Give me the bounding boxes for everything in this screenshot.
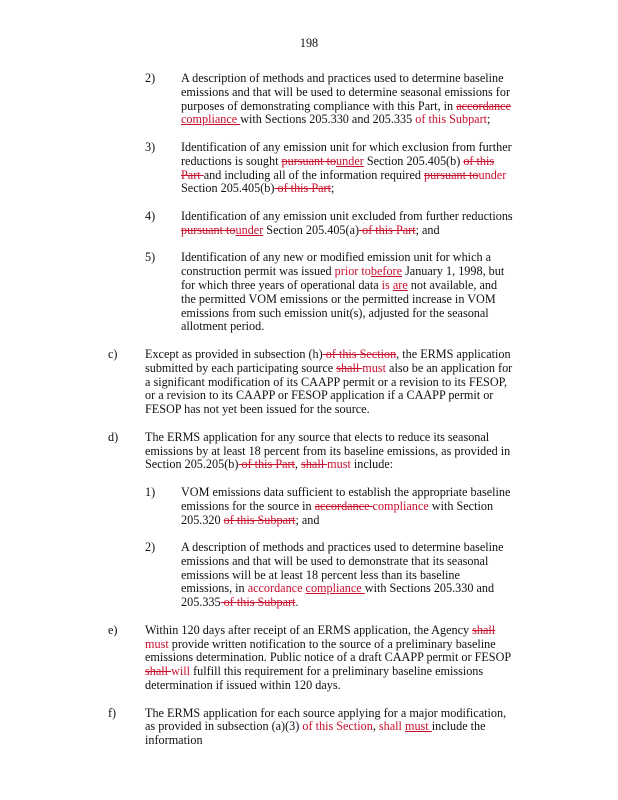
text-run: Except as provided in subsection (h) [145,346,323,361]
text-run: A description of methods and practices used to determine baseline emissions and that will be used to determine seasonal emissions for purposes of demonstrating compliance with this Part, in [181,71,511,113]
paragraph-label: e) [108,622,118,637]
text-run: A description of methods and practices used to determine baseline emissions and that will be used to demonstrate that its seasonal emissions will be at least 18 percent less than its baseline emissions, in [181,540,504,596]
inserted-text: must [145,636,169,651]
text-run: Section 205.405(a) [263,222,360,237]
paragraph-label: c) [108,346,118,361]
paragraph-label: 3) [145,139,156,154]
paragraph-text [145,431,513,472]
document-body [0,72,618,762]
page-number: 198 [299,36,319,50]
paragraph-e [0,624,618,693]
deleted-text: of this Subpart [223,512,296,527]
text-run: Section 205.405(b) [363,153,464,168]
text-run: ; and [295,512,320,527]
text-run: Identification of any emission unit for which exclusion from further reductions is sought [181,139,512,168]
text-run: include the information [145,719,486,748]
text-run: , [372,719,379,734]
paragraph-text [181,210,513,238]
paragraph-label: 5) [145,250,156,265]
text-run: provide written notification to the source of a preliminary baseline emissions determination. Public notice of a draft CAAPP permit or FESOP [145,636,511,665]
deleted-text: accordance [314,498,373,513]
text-run: ; [487,112,491,127]
paragraph-text [145,707,513,748]
paragraph-text [181,251,513,334]
text-run: ; [330,181,335,196]
text-run: with Sections 205.330 and 205.335 [240,112,416,127]
text-run: VOM emissions data sufficient to establish the appropriate baseline emissions for the source in [181,484,511,513]
paragraph-label: d) [108,429,119,444]
inserted-text: will [171,664,191,679]
deleted-text: pursuant to [181,222,236,237]
deleted-text: of this Section [322,346,397,361]
paragraph-d [0,431,618,472]
text-run: , the ERMS application submitted by each participating source [145,346,511,375]
paragraph-4 [0,210,618,238]
inserted-text: prior to [334,264,371,279]
paragraph-1 [0,486,618,527]
text-run: Section 205.405(b) [181,181,275,196]
inserted-text: is [381,277,393,292]
text-run: and including all of the information required [203,167,425,182]
inserted-underlined-text: are [392,277,408,292]
deleted-text: of this Subpart [220,595,296,610]
text-run: also be an application for a significant modification of its CAAPP permit or a revision to its FESOP, or a revision to its CAAPP or FESOP application if a CAAPP permit or FESOP has not yet been issued for the source. [145,360,513,417]
inserted-text: accordance [247,581,306,596]
inserted-text: must [327,457,351,472]
paragraph-text [181,486,513,527]
paragraph-c [0,348,618,417]
text-run: Within 120 days after receipt of an ERMS application, the Agency [145,622,473,637]
paragraph-label: 1) [145,484,156,499]
text-run: The ERMS application for any source that elects to reduce its seasonal emissions by at least 18 percent from its baseline emissions, as provided in Section 205.205(b) [145,429,511,472]
paragraph-label: f) [108,705,117,720]
paragraph-text [181,72,513,127]
text-run: with Section 205.320 [181,498,494,527]
text-run: Identification of any new or modified emission unit for which a construction permit was issued [181,250,492,279]
paragraph-3 [0,141,618,196]
text-run: January 1, 1998, but for which three years of operational data [181,264,505,292]
deleted-text: shall [145,664,172,679]
paragraph-label: 4) [145,208,156,223]
deleted-text: shall [301,457,328,472]
inserted-text: under [478,167,507,182]
text-run: with Sections 205.330 and 205.335 [181,581,495,610]
text-run: not available, and the permitted VOM emissions or the permitted increase in VOM emissions from such emission unit(s), adjusted for the seasonal allotment period. [181,277,498,334]
deleted-text: of this Part [238,457,295,472]
text-run: Identification of any emission unit excluded from further reductions [181,208,513,223]
paragraph-2 [0,72,618,127]
text-run: fulfill this requirement for a preliminary baseline emissions determination if issued within 120 days. [145,664,484,693]
text-run: , [294,457,302,472]
inserted-underlined-text: must [404,719,432,734]
inserted-underlined-text: compliance [181,112,241,127]
text-run: ; and [415,222,440,237]
text-run: The ERMS application for each source applying for a major modification, as provided in subsection (a)(3) [145,705,507,734]
paragraph-f [0,707,618,748]
text-run: include: [350,457,394,472]
paragraph-text [145,624,513,693]
inserted-underlined-text: under [336,153,364,168]
inserted-text: must [362,360,386,375]
deleted-text: of this Part [274,181,331,196]
deleted-text: of this Part [181,153,495,182]
inserted-text: shall [378,719,402,734]
paragraph-5 [0,251,618,334]
paragraph-text [181,141,513,196]
deleted-text: pursuant to [281,153,337,168]
text-run: . [295,595,299,610]
deleted-text: shall [472,622,496,637]
paragraph-2 [0,541,618,610]
paragraph-text [181,541,513,610]
inserted-text: of this Subpart [415,112,488,127]
inserted-text: of this Section [302,719,373,734]
deleted-text: pursuant to [424,167,479,182]
inserted-underlined-text: compliance [305,581,365,596]
inserted-underlined-text: under [235,222,264,237]
paragraph-text [145,348,513,417]
paragraph-label: 2) [145,71,156,85]
deleted-text: of this Part [359,222,416,237]
inserted-underlined-text: before [370,264,403,279]
deleted-text: accordance [456,98,511,113]
deleted-text: shall [336,360,363,375]
paragraph-label: 2) [145,540,156,555]
inserted-text: compliance [372,498,429,513]
